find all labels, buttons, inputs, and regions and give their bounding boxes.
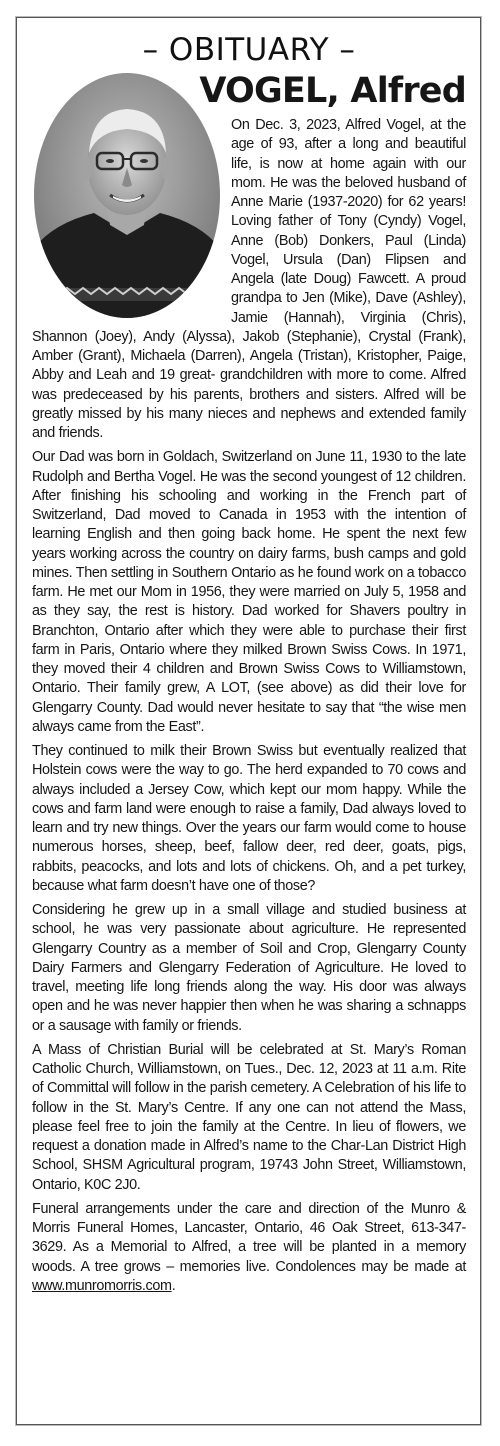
funeral-home-website-link[interactable]: www.munromorris.com	[32, 1277, 172, 1294]
paragraph-community: Considering he grew up in a small village and studied business at school, he was very passionate about agriculture. He represented Glengarry Country as a member of Soil and Crop, Glengarry County Dairy Farmers and Glengarry Federation of Agriculture. He loved to travel, meeting life long friends along the way. His door was always open and he was never happier then when he was sharing a schnapps or a sausage with family or friends.	[32, 902, 466, 1034]
paragraph-early-life: Our Dad was born in Goldach, Switzerland on June 11, 1930 to the late Rudolph and Bertha Vogel. He was the second youngest of 12 children. After finishing his schooling and working in the French part of Switzerland, Dad moved to Canada in 1953 with the intention of learning English and then going back home. He spent the next few years working across the country on dairy farms, bush camps and gold mines. Then settling in Southern Ontario as he found work on a tobacco farm. He met our Mom in 1956, they were married on July 5, 1958 and as they say, the rest is history. Dad worked for Shavers poultry in Branchton, Ontario after which they were able to purchase their first farm in Paris, Ontario where they milked Brown Swiss Cows. In 1971, they moved their 4 children and Brown Swiss Cows to Williamstown, Ontario. Their family grew, A LOT, (see above) as did their love for Glengarry County. Dad would never hesitate to say that “the wise men always came from the East”.	[32, 449, 466, 735]
arrangements-text: Funeral arrangements under the care and direction of the Munro & Morris Funeral Homes, Lancaster, Ontario, 46 Oak Street, 613-347-3629. As a Memorial to Alfred, a tree will be planted in a memory woods. A tree grows – memories live. Condolences may be made at	[32, 1200, 466, 1275]
section-heading: – OBITUARY –	[142, 32, 356, 68]
obituary-body	[32, 116, 466, 1296]
arrangements-end: .	[171, 1277, 176, 1294]
paragraph-family: On Dec. 3, 2023, Alfred Vogel, at the age of 93, after a long and beautiful life, is now at home again with our mom. He was the beloved husband of Anne Marie (1937-2020) for 62 years! Loving father of Tony (Cyndy) Vogel, Anne (Bob) Donkers, Paul (Linda) Vogel, Ursula (Dan) Flipsen and Angela (late Doug) Fawcett. A proud grandpa to Jen (Mike), Dave (Ashley), Jamie (Hannah), Virginia (Chris), Shannon (Joey), Andy (Alyssa), Jakob (Stephanie), Crystal (Frank), Amber (Grant), Michaela (Darren), Angela (Tristan), Kristopher, Paige, Abby and Leah and 19 great- grandchildren with more to come. Alfred was predeceased by his parents, brothers and sisters. Alfred will be greatly missed by his many nieces and nephews and extended family and friends.	[32, 117, 466, 441]
paragraph-arrangements	[32, 1200, 466, 1296]
deceased-name: VOGEL, Alfred	[199, 71, 466, 111]
obituary-frame	[16, 17, 481, 1425]
paragraph-services: A Mass of Christian Burial will be celebrated at St. Mary’s Roman Catholic Church, Williamstown, on Tues., Dec. 12, 2023 at 11 a.m. Rite of Committal will follow in the parish cemetery. A Celebration of his life to follow in the St. Mary’s Centre. If any one can not attend the Mass, please feel free to join the family at the Centre. In lieu of flowers, we request a donation made in Alfred’s name to the Char-Lan District High School, SHSM Agricultural program, 19743 John Street, Williamstown, Ontario, K0C 2J0.	[32, 1041, 466, 1193]
obituary-content	[32, 32, 466, 1301]
paragraph-farm: They continued to milk their Brown Swiss but eventually realized that Holstein cows were the way to go. The herd expanded to 70 cows and always included a Jersey Cow, which kept our mom happy. While the cows and farm land were enough to raise a family, Dad always loved to learn and try new things. Over the years our farm would come to house numerous horses, sheep, beef, fallow deer, red deer, goats, pigs, rabbits, peacocks, and lots and lots of chickens. Oh, and a pet turkey, because what farm doesn’t have one of those?	[32, 743, 466, 894]
portrait-photo-icon	[34, 73, 220, 318]
